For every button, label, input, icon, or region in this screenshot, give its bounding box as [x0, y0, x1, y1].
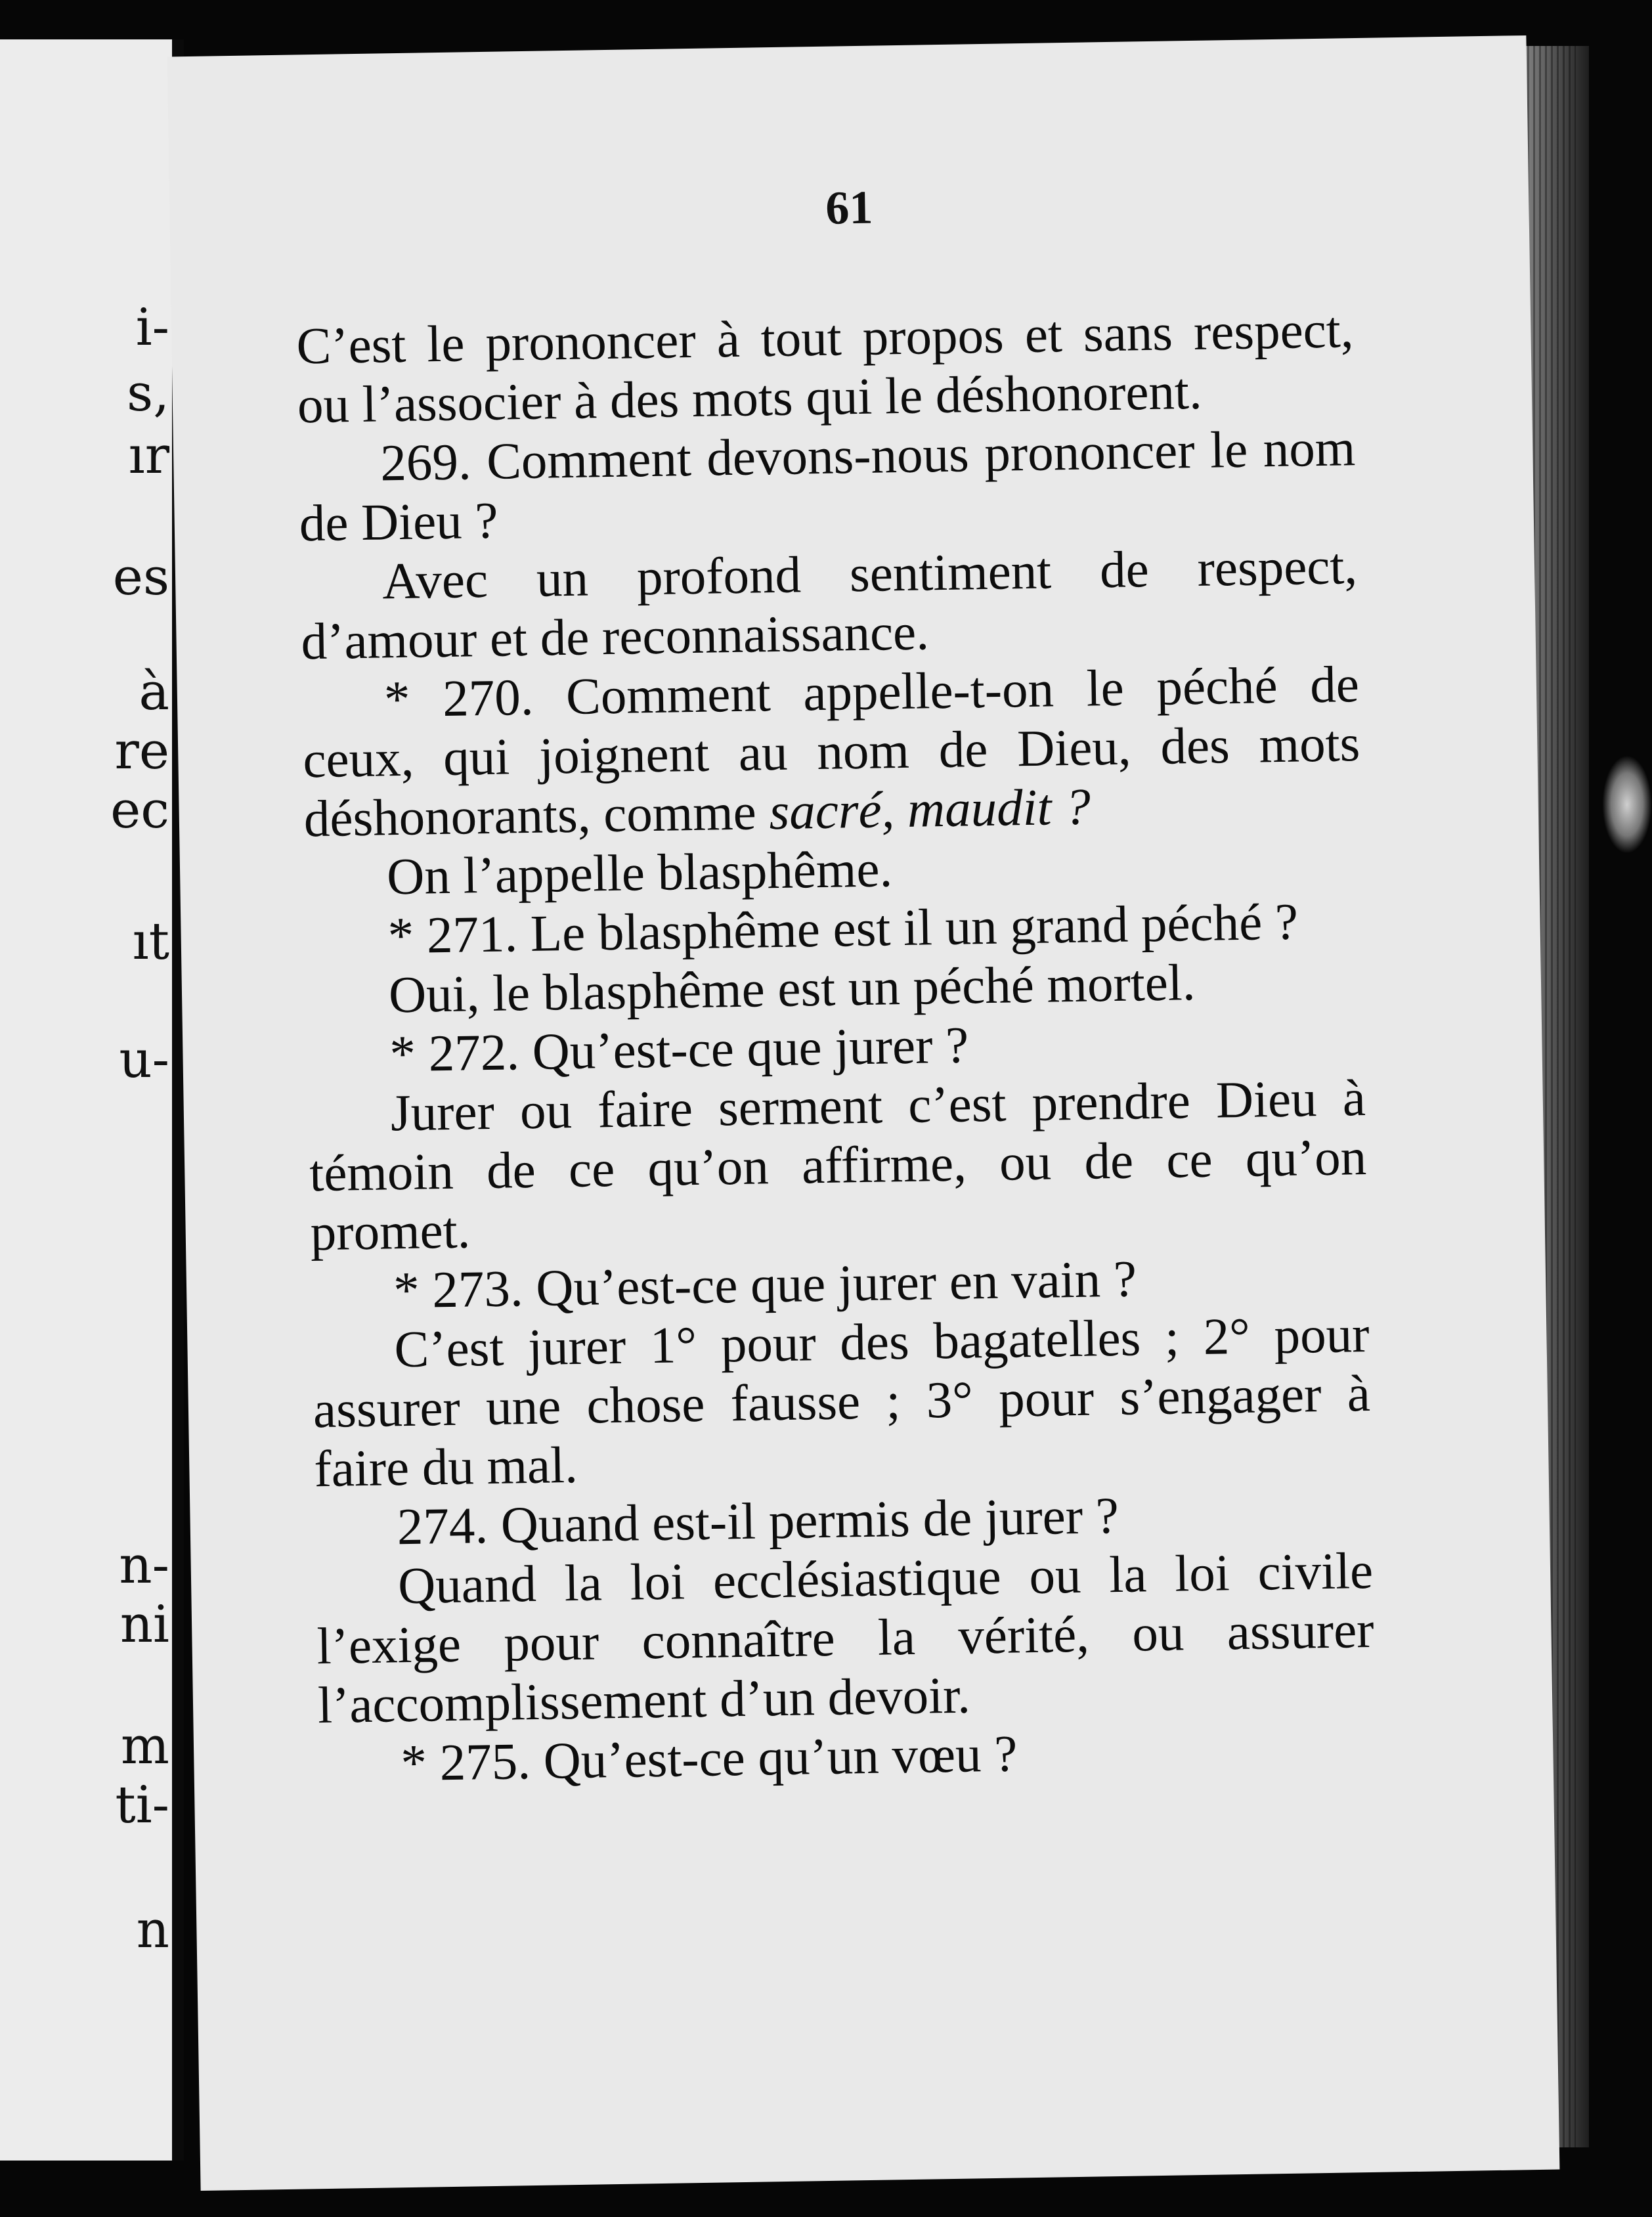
- page-number: 61: [825, 181, 873, 234]
- line-fragment: s,: [127, 364, 169, 423]
- line-fragment: n: [136, 1900, 169, 1960]
- previous-page-edge: [0, 39, 176, 2161]
- answer-271: Oui, le blasphême est un péché mortel.: [388, 954, 1196, 1024]
- answer-269: Avec un profond sentiment de respect, d’amour et de reconnaissance.: [300, 538, 1358, 671]
- scan-artifact: [1602, 755, 1652, 854]
- line-fragment: ec: [110, 781, 169, 840]
- page-body: [296, 301, 1376, 1795]
- answer-272: Jurer ou faire serment c’est prendre Dieu à témoin de ce qu’on affirme, ou de ce qu’on promet.: [309, 1069, 1367, 1262]
- italic-terms: sacré, maudit ?: [768, 778, 1091, 841]
- answer-273: C’est jurer 1° pour des bagatelles ; 2° pour assurer une chose fausse ; 3° pour s’engager à faire du mal.: [313, 1306, 1371, 1499]
- catechism-page: [167, 35, 1560, 2191]
- question-269: 269. Comment devons-nous prononcer le nom de Dieu ?: [299, 420, 1356, 553]
- line-fragment: à: [139, 663, 169, 722]
- answer-270: On l’appelle blasphême.: [386, 841, 893, 906]
- question-272: * 272. Qu’est-ce que jurer ?: [389, 1017, 969, 1084]
- line-fragment: ni: [120, 1595, 169, 1654]
- question-275: * 275. Qu’est-ce qu’un vœu ?: [400, 1725, 1018, 1793]
- line-fragment: m: [121, 1717, 169, 1776]
- question-273: * 273. Qu’est-ce que jurer en vain ?: [393, 1250, 1137, 1320]
- previous-page-line-fragments: [0, 39, 172, 2161]
- question-271: * 271. Le blasphême est il un grand péché ?: [387, 893, 1299, 965]
- answer-274: Quand la loi ecclésiastique ou la loi civile l’exige pour connaître la vérité, ou assurer l’accomplissement d’un devoir.: [316, 1542, 1375, 1735]
- question-270: * 270. Comment appelle-t-on le péché de ceux, qui joignent au nom de Dieu, des mots déshonorants, comme sacré, maudit ?: [302, 656, 1360, 848]
- line-fragment: i-: [135, 298, 169, 357]
- line-fragment: es: [112, 548, 169, 607]
- line-fragment: ti-: [115, 1776, 169, 1835]
- line-fragment: ır: [128, 426, 169, 485]
- line-fragment: n-: [119, 1536, 169, 1595]
- paragraph: C’est le prononcer à tout propos et sans respect, ou l’associer à des mots qui le déshonorent.: [295, 301, 1355, 435]
- line-fragment: u-: [119, 1030, 169, 1089]
- question-274: 274. Quand est-il permis de jurer ?: [397, 1487, 1119, 1556]
- line-fragment: re: [114, 722, 169, 781]
- line-fragment: ıt: [132, 912, 169, 971]
